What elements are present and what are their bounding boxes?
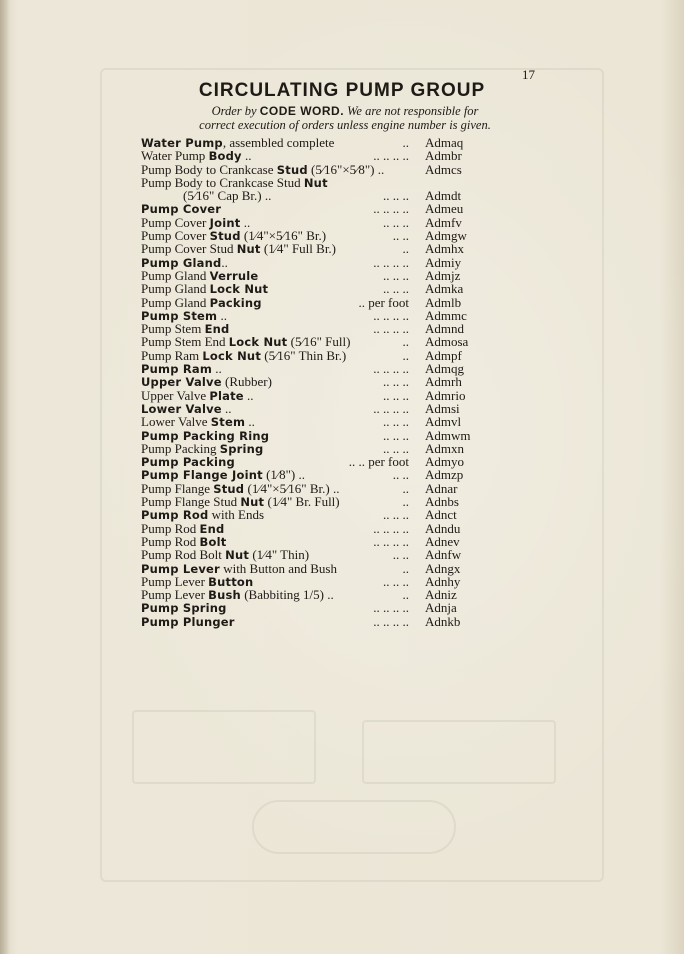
part-name-prefix: Pump Gland xyxy=(141,294,210,310)
part-description xyxy=(141,442,263,456)
part-row xyxy=(141,588,481,601)
page-fold-shadow xyxy=(0,0,10,954)
part-name-keyword: Nut xyxy=(225,548,250,563)
part-name-prefix: Lower Valve xyxy=(141,414,211,430)
part-code-word: Admhx xyxy=(425,241,464,257)
part-name-prefix: Pump Cover xyxy=(141,228,210,244)
part-name-prefix: Pump Cover xyxy=(141,214,210,230)
part-code-word: Admpf xyxy=(425,347,462,363)
leader-dots: .. .. .. xyxy=(383,267,409,283)
part-name-suffix: (5⁄16" Thin Br.) xyxy=(261,347,347,363)
leader-dots: .. .. .. xyxy=(383,188,409,204)
leader-dots: .. xyxy=(402,560,409,576)
part-name-suffix: (Babbiting 1/5) .. xyxy=(240,587,334,603)
part-description xyxy=(141,415,255,429)
part-row xyxy=(141,149,481,162)
part-name-prefix: Pump Lever xyxy=(141,573,209,589)
part-code-word: Admgw xyxy=(425,228,467,244)
part-name-suffix: with Button and Bush xyxy=(219,560,337,576)
part-row xyxy=(141,322,481,335)
part-name-prefix: Upper Valve xyxy=(141,387,210,403)
part-name-keyword: Pump Ram xyxy=(141,362,213,377)
part-name-keyword: Pump Rod xyxy=(141,508,209,523)
part-name-prefix: Pump Cover Stud xyxy=(141,241,237,257)
leader-dots: .. .. .. .. xyxy=(373,533,409,549)
part-name-keyword: Stem xyxy=(210,415,246,430)
part-name-prefix: Pump Stem xyxy=(141,321,205,337)
part-name-suffix: .. xyxy=(217,307,227,323)
part-code-word: Admmc xyxy=(425,307,467,323)
part-name-suffix: (5⁄16" Full) xyxy=(287,334,351,350)
part-code-word: Adnar xyxy=(425,480,458,496)
part-name-keyword: Pump Gland xyxy=(141,255,222,270)
leader-dots: .. .. .. xyxy=(383,281,409,297)
leader-dots: .. .. .. xyxy=(383,387,409,403)
part-name-suffix: (1⁄4" Thin) xyxy=(249,547,310,563)
leader-dots: .. .. xyxy=(392,467,409,483)
leader-dots: .. .. .. .. xyxy=(373,361,409,377)
part-description xyxy=(141,349,346,363)
part-row xyxy=(141,508,481,521)
part-name-prefix: Pump Body to Crankcase xyxy=(141,161,277,177)
part-name-suffix: .. xyxy=(241,148,252,164)
part-row xyxy=(141,136,481,149)
part-row xyxy=(141,402,481,415)
leader-dots: .. .. .. xyxy=(383,374,409,390)
part-name-keyword: Verrule xyxy=(209,268,259,283)
part-name-prefix: Pump Gland xyxy=(141,267,210,283)
leader-dots: .. .. xyxy=(392,547,409,563)
notice-code-word: CODE WORD. xyxy=(259,104,345,118)
part-code-word: Admjz xyxy=(425,267,461,283)
leader-dots: .. .. .. .. xyxy=(373,600,409,616)
part-name-keyword: Lock Nut xyxy=(228,335,288,350)
part-row xyxy=(141,256,481,269)
part-name-suffix: .. xyxy=(245,414,255,430)
part-name-prefix: Pump Stem End xyxy=(141,334,229,350)
leader-dots: .. .. .. .. xyxy=(373,201,409,217)
part-code-word: Admiy xyxy=(425,254,462,270)
part-code-word: Admlb xyxy=(425,294,462,310)
part-code-word: Admaq xyxy=(425,135,464,150)
part-row xyxy=(141,176,481,203)
part-name-keyword: Bush xyxy=(208,588,241,603)
part-code-word: Adndu xyxy=(425,520,461,536)
part-name-prefix: Water Pump xyxy=(141,148,209,164)
part-row xyxy=(141,615,481,628)
part-row xyxy=(141,375,481,388)
part-name-keyword: Stud xyxy=(213,481,245,496)
part-name-keyword: Packing xyxy=(209,295,262,310)
part-name-keyword: Upper Valve xyxy=(141,375,222,390)
page-title: CIRCULATING PUMP GROUP xyxy=(198,80,486,101)
part-name-suffix: .. xyxy=(243,387,254,403)
part-name-keyword: Nut xyxy=(240,495,265,510)
part-row xyxy=(141,269,481,282)
part-code-word: Adngx xyxy=(425,560,461,576)
part-name-prefix: Pump Rod xyxy=(141,533,200,549)
part-name-suffix: (5⁄16"×5⁄8") .. xyxy=(307,161,385,177)
part-name-prefix: Pump Flange Stud xyxy=(141,494,241,510)
part-name-keyword: Pump Spring xyxy=(141,601,227,616)
page-number: 17 xyxy=(522,67,535,82)
part-code-word: Admyo xyxy=(425,454,464,470)
part-row xyxy=(141,601,481,614)
part-name-keyword: Pump Packing Ring xyxy=(141,428,270,443)
part-name-prefix: Pump Lever xyxy=(141,587,209,603)
part-code-word: Adniz xyxy=(425,587,457,603)
part-name-keyword: Body xyxy=(208,149,242,164)
show-through-box xyxy=(252,800,456,854)
notice-prefix: Order by xyxy=(211,104,257,118)
order-notice xyxy=(140,104,550,132)
part-row xyxy=(141,522,481,535)
leader-dots: .. .. .. .. xyxy=(373,520,409,536)
part-code-word: Adnev xyxy=(425,533,460,549)
leader-dots: .. .. .. .. xyxy=(373,613,409,629)
part-row xyxy=(141,389,481,402)
part-name-suffix: .. xyxy=(212,361,222,377)
leader-dots: .. .. .. xyxy=(383,427,409,443)
leader-dots: .. xyxy=(402,587,409,603)
part-code-word: Adnkb xyxy=(425,613,461,629)
part-name-prefix: Pump Ram xyxy=(141,347,203,363)
part-name-keyword: Pump Cover xyxy=(141,202,222,217)
part-description xyxy=(141,242,336,256)
leader-dots: .. per foot xyxy=(358,294,409,310)
part-code-word: Admxn xyxy=(425,440,464,456)
leader-dots: .. xyxy=(402,334,409,350)
part-row xyxy=(141,349,481,362)
part-name-keyword: Joint xyxy=(209,215,241,230)
part-description xyxy=(141,601,227,615)
part-description xyxy=(141,588,334,602)
part-name-suffix: .. xyxy=(221,254,228,270)
part-row xyxy=(141,495,481,508)
notice-suffix: We are not responsible for xyxy=(347,104,479,118)
leader-dots: .. .. .. .. xyxy=(373,307,409,323)
show-through-box xyxy=(132,710,316,784)
part-name-suffix: (Rubber) xyxy=(221,374,272,390)
part-row xyxy=(141,296,481,309)
part-code-word: Admfv xyxy=(425,214,462,230)
part-name-prefix: Pump Flange xyxy=(141,480,214,496)
part-name-keyword: Pump Lever xyxy=(141,561,220,576)
part-name-keyword: Plate xyxy=(209,388,244,403)
part-name-keyword: Lower Valve xyxy=(141,401,222,416)
part-code-word: Admka xyxy=(425,281,464,297)
part-name-suffix: (1⁄8") .. xyxy=(262,467,305,483)
show-through-box xyxy=(362,720,556,784)
part-row xyxy=(141,455,481,468)
part-name-suffix: (1⁄4" Br. Full) xyxy=(264,494,340,510)
leader-dots: .. xyxy=(402,241,409,257)
part-row xyxy=(141,468,481,481)
part-row xyxy=(141,163,481,176)
part-row xyxy=(141,242,481,255)
part-row xyxy=(141,442,481,455)
part-name-keyword: Bolt xyxy=(199,534,227,549)
part-row xyxy=(141,548,481,561)
part-code-word: Adnhy xyxy=(425,573,461,589)
leader-dots: .. xyxy=(402,494,409,510)
leader-dots: .. xyxy=(402,135,409,150)
part-name-suffix: .. xyxy=(240,214,251,230)
part-row xyxy=(141,216,481,229)
part-name-keyword: Spring xyxy=(219,441,264,456)
part-name-suffix: (1⁄4"×5⁄16" Br.) xyxy=(240,228,327,244)
part-code-word: Admzp xyxy=(425,467,464,483)
part-name-suffix: , assembled complete xyxy=(222,135,335,150)
part-description xyxy=(141,389,254,403)
part-row xyxy=(141,335,481,348)
part-code-word: Admosa xyxy=(425,334,469,350)
part-name-prefix: Pump Rod Bolt xyxy=(141,547,226,563)
part-code-word: Adnja xyxy=(425,600,457,616)
part-name-keyword: Pump Packing xyxy=(141,455,235,470)
part-row xyxy=(141,535,481,548)
part-name-keyword: Lock Nut xyxy=(202,348,262,363)
leader-dots: .. .. .. xyxy=(383,573,409,589)
part-name-suffix: (1⁄4"×5⁄16" Br.) .. xyxy=(244,480,340,496)
part-code-word: Admqg xyxy=(425,361,464,377)
leader-dots: .. .. .. xyxy=(383,507,409,523)
leader-dots: .. xyxy=(402,480,409,496)
part-code-word: Admvl xyxy=(425,414,462,430)
part-row xyxy=(141,229,481,242)
part-code-word: Admdt xyxy=(425,188,462,204)
leader-dots: .. xyxy=(402,347,409,363)
part-code-word: Adnfw xyxy=(425,547,462,563)
part-name-keyword: End xyxy=(199,521,225,536)
part-row xyxy=(141,282,481,295)
part-row xyxy=(141,309,481,322)
parts-list xyxy=(141,136,481,628)
part-row xyxy=(141,482,481,495)
leader-dots: .. .. .. .. xyxy=(373,148,409,164)
part-description-line-2: (5⁄16" Cap Br.) .. xyxy=(183,188,272,204)
part-code-word: Adnct xyxy=(425,507,457,523)
part-name-suffix: with Ends xyxy=(208,507,265,523)
part-name-prefix: Pump Packing xyxy=(141,440,220,456)
part-code-word: Admnd xyxy=(425,321,464,337)
part-row xyxy=(141,562,481,575)
part-code-word: Adnbs xyxy=(425,494,459,510)
part-name-suffix: (1⁄4" Full Br.) xyxy=(260,241,337,257)
part-row xyxy=(141,362,481,375)
part-code-word: Admrh xyxy=(425,374,462,390)
part-name-keyword: Nut xyxy=(303,175,328,190)
part-row xyxy=(141,202,481,215)
part-row xyxy=(141,575,481,588)
part-name-keyword: Stud xyxy=(209,229,241,244)
part-name-suffix: .. xyxy=(221,400,232,416)
part-code-word: Admeu xyxy=(425,201,464,217)
leader-dots: .. .. .. xyxy=(383,414,409,430)
part-name-keyword: Nut xyxy=(236,242,261,257)
part-description xyxy=(141,615,235,629)
leader-dots: .. .. .. .. xyxy=(373,254,409,270)
part-name-keyword: Pump Flange Joint xyxy=(141,468,263,483)
part-code-word: Admwm xyxy=(425,427,471,443)
leader-dots: .. .. .. xyxy=(383,440,409,456)
part-row xyxy=(141,429,481,442)
part-name-keyword: Button xyxy=(208,574,254,589)
part-code-word: Admrio xyxy=(425,387,466,403)
part-name-prefix: Pump Gland xyxy=(141,281,210,297)
leader-dots: .. .. .. .. xyxy=(373,321,409,337)
part-name-keyword: Water Pump xyxy=(141,136,223,150)
leader-dots: .. .. .. .. xyxy=(373,400,409,416)
part-row xyxy=(141,415,481,428)
leader-dots: .. .. xyxy=(392,228,409,244)
part-name-prefix: Pump Rod xyxy=(141,520,200,536)
part-name-keyword: Lock Nut xyxy=(209,282,269,297)
part-description xyxy=(141,296,262,310)
part-name-keyword: Pump Stem xyxy=(141,308,218,323)
leader-dots: .. .. .. xyxy=(383,214,409,230)
part-name-keyword: End xyxy=(204,322,230,337)
part-name-keyword: Pump Plunger xyxy=(141,614,235,629)
part-code-word: Admsi xyxy=(425,400,460,416)
notice-line-2: correct execution of orders unless engine number is given. xyxy=(199,118,491,132)
part-name-prefix: Pump Body to Crankcase Stud xyxy=(141,174,304,190)
part-name-keyword: Stud xyxy=(276,162,308,177)
part-code-word: Admcs xyxy=(425,161,462,177)
part-code-word: Admbr xyxy=(425,148,462,164)
leader-dots: .. .. per foot xyxy=(348,454,409,470)
